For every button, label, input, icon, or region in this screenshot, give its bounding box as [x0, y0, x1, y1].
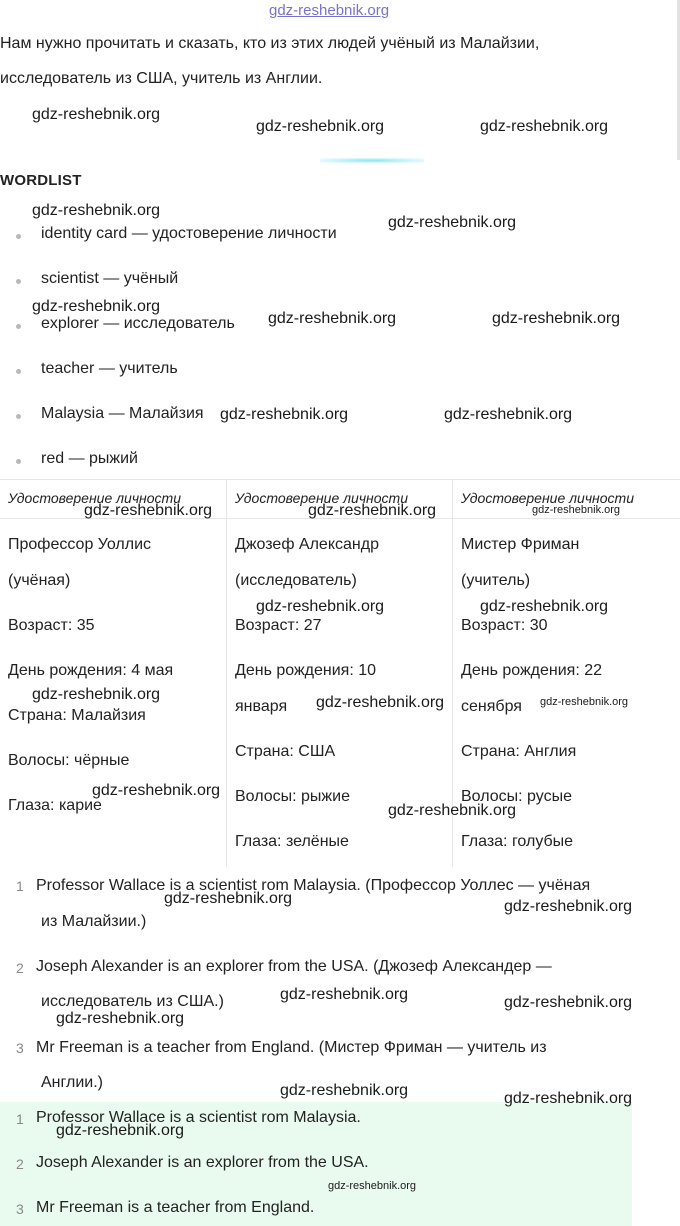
watermark: gdz-reshebnik.org — [220, 406, 349, 423]
card-age: Возраст: 35 — [8, 617, 95, 634]
card-country: Страна: Англия — [461, 743, 577, 760]
card-hair: Волосы: русые — [461, 788, 572, 805]
card-birthday: День рождения: 4 мая — [8, 662, 174, 679]
watermark: gdz-reshebnik.org — [328, 1180, 417, 1192]
watermark: gdz-reshebnik.org — [280, 1082, 409, 1099]
watermark: gdz-reshebnik.org — [316, 694, 445, 711]
translation-line-cont: из Малайзии.) — [41, 913, 147, 930]
watermark: gdz-reshebnik.org — [492, 310, 621, 327]
translation-line: Joseph Alexander is an explorer from the USA. (Джозеф Александер — — [36, 958, 552, 975]
watermark: gdz-reshebnik.org — [280, 986, 409, 1003]
watermark: gdz-reshebnik.org — [92, 782, 221, 799]
watermark: gdz-reshebnik.org — [540, 696, 629, 708]
site-mark-link[interactable]: gdz-reshebnik.org — [269, 2, 390, 19]
watermark: gdz-reshebnik.org — [268, 310, 397, 327]
watermark: gdz-reshebnik.org — [480, 118, 609, 135]
card-hair: Волосы: рыжие — [235, 788, 350, 805]
answer-line: Joseph Alexander is an explorer from the USA. — [36, 1154, 369, 1171]
wordlist-item: teacher — учитель — [41, 360, 178, 377]
intro-line-2: исследователь из США, учитель из Англии. — [0, 70, 323, 87]
column-divider — [226, 479, 227, 867]
translation-number: 1 — [16, 878, 24, 894]
answer-line: Professor Wallace is a scientist rom Malaysia. — [36, 1109, 361, 1126]
watermark: gdz-reshebnik.org — [56, 1122, 185, 1139]
card-role: (учитель) — [461, 572, 531, 589]
bullet-icon — [16, 369, 21, 374]
card-hair: Волосы: чёрные — [8, 752, 130, 769]
card-eyes: Глаза: голубые — [461, 833, 574, 850]
card-age: Возраст: 30 — [461, 617, 548, 634]
card-birthday-cont: января — [235, 698, 288, 715]
wordlist-item: red — рыжий — [41, 450, 138, 467]
translation-line-cont: исследователь из США.) — [41, 993, 224, 1010]
card-name: Профессор Уоллис — [8, 536, 152, 553]
watermark: gdz-reshebnik.org — [504, 898, 633, 915]
watermark: gdz-reshebnik.org — [308, 502, 437, 519]
card-eyes: Глаза: зелёные — [235, 833, 349, 850]
watermark: gdz-reshebnik.org — [388, 214, 517, 231]
translation-line: Mr Freeman is a teacher from England. (Мистер Фриман — учитель из — [36, 1039, 547, 1056]
card-country: Страна: Малайзия — [8, 707, 146, 724]
watermark: gdz-reshebnik.org — [480, 598, 609, 615]
card-birthday: День рождения: 10 — [235, 662, 377, 679]
bullet-icon — [16, 279, 21, 284]
watermark: gdz-reshebnik.org — [32, 202, 161, 219]
translation-line: Professor Wallace is a scientist rom Malaysia. (Профессор Уоллес — учёная — [36, 877, 591, 894]
card-role: (учёная) — [8, 572, 71, 589]
bullet-icon — [16, 459, 21, 464]
bullet-icon — [16, 324, 21, 329]
card-age: Возраст: 27 — [235, 617, 322, 634]
watermark: gdz-reshebnik.org — [504, 1090, 633, 1107]
wordlist-item: identity card — удостоверение личности — [41, 225, 337, 242]
answer-number: 1 — [16, 1111, 24, 1127]
intro-line-1: Нам нужно прочитать и сказать, кто из этих людей учёный из Малайзии, — [0, 35, 540, 52]
bullet-icon — [16, 414, 21, 419]
wordlist-item: Malaysia — Малайзия — [41, 405, 204, 422]
card-name: Джозеф Александр — [235, 536, 379, 553]
watermark: gdz-reshebnik.org — [32, 686, 161, 703]
wordlist-item: explorer — исследователь — [41, 315, 235, 332]
card-birthday: День рождения: 22 — [461, 662, 603, 679]
card-country: Страна: США — [235, 743, 336, 760]
card-name: Мистер Фриман — [461, 536, 580, 553]
card-eyes: Глаза: карие — [8, 797, 102, 814]
watermark: gdz-reshebnik.org — [388, 802, 517, 819]
watermark: gdz-reshebnik.org — [504, 994, 633, 1011]
watermark: gdz-reshebnik.org — [256, 598, 385, 615]
answer-number: 2 — [16, 1156, 24, 1172]
card-title: Удостоверение личности — [235, 490, 408, 506]
watermark: gdz-reshebnik.org — [32, 298, 161, 315]
section-divider — [320, 158, 424, 163]
translation-number: 2 — [16, 960, 24, 976]
card-title: Удостоверение личности — [461, 490, 634, 506]
answer-number: 3 — [16, 1201, 24, 1217]
watermark: gdz-reshebnik.org — [444, 406, 573, 423]
watermark: gdz-reshebnik.org — [532, 504, 621, 516]
bullet-icon — [16, 234, 21, 239]
wordlist-title: WORDLIST — [0, 172, 82, 189]
card-title: Удостоверение личности — [8, 490, 181, 506]
watermark: gdz-reshebnik.org — [32, 106, 161, 123]
translation-line-cont: Англии.) — [41, 1074, 103, 1091]
card-role: (исследователь) — [235, 572, 357, 589]
watermark: gdz-reshebnik.org — [164, 890, 293, 907]
wordlist-item: scientist — учёный — [41, 270, 179, 287]
card-birthday-cont: сенября — [461, 698, 522, 715]
watermark: gdz-reshebnik.org — [256, 118, 385, 135]
translation-number: 3 — [16, 1040, 24, 1056]
answer-line: Mr Freeman is a teacher from England. — [36, 1199, 315, 1216]
watermark: gdz-reshebnik.org — [56, 1010, 185, 1027]
watermark: gdz-reshebnik.org — [84, 502, 213, 519]
